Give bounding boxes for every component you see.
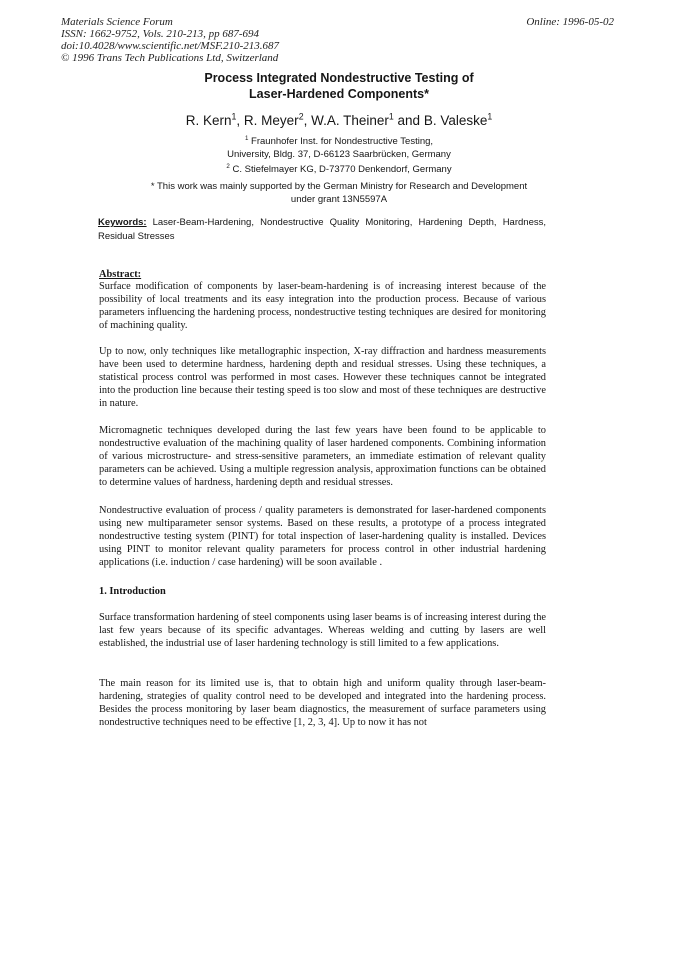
affiliation-2 [0, 163, 678, 176]
keywords-label: Keywords: [98, 217, 147, 228]
affiliation-marker: 2 [298, 111, 304, 122]
author-list [0, 113, 678, 128]
affiliation-1-line-2: University, Bldg. 37, D-66123 Saarbrücken, Germany [227, 149, 451, 160]
introduction-heading: 1. Introduction [99, 586, 166, 597]
affiliation-1 [0, 135, 678, 161]
paper-title [0, 70, 678, 102]
author-separator: , [236, 113, 244, 128]
online-date: Online: 1996-05-02 [526, 16, 614, 28]
title-line-2: Laser-Hardened Components* [249, 87, 429, 101]
author-separator: and [393, 113, 424, 128]
funding-note-line-2: under grant 13N5597A [290, 193, 388, 205]
issn-line: ISSN: 1662-9752, Vols. 210-213, pp 687-694 [61, 28, 259, 40]
author-name: R. Kern [185, 113, 232, 128]
funding-note [0, 181, 678, 206]
author-name: B. Valeske [423, 113, 488, 128]
abstract-paragraph-3: Micromagnetic techniques developed during the last few years have been found to be applicable to nondestructive evaluation of the machining quality of laser hardened components. Combining information of various microstructure- and stress-sensitive parameters, an immediate estimation of relevant quality parameters can be achieved. Using a multiple regression analysis, approximation functions can be obtained to determine values of hardness, hardening depth and residual stresses. [99, 425, 546, 488]
affiliation-1-line-1: Fraunhofer Inst. for Nondestructive Testing, [248, 136, 434, 147]
journal-name: Materials Science Forum [61, 16, 173, 28]
title-line-1: Process Integrated Nondestructive Testing of [204, 71, 474, 85]
affiliation-marker: 1 [388, 111, 394, 122]
introduction-paragraph-1: Surface transformation hardening of steel components using laser beams is of increasing interest during the last few years because of its specific advantages. Whereas welding and cutting by lasers are well established, the industrial use of laser hardening technology is still limited to a few applications. [99, 612, 546, 649]
affiliation-marker: 1 [487, 111, 493, 122]
introduction-paragraph-2: The main reason for its limited use is, that to obtain high and uniform quality through laser-beam-hardening, strategies of quality control need to be developed and integrated into the hardening process. Besides the process monitoring by laser beam diagnostics, the measurement of surface parameters using nondestructive techniques need to be effective [1, 2, 3, 4]. Up to now it has not [99, 678, 546, 728]
abstract-heading: Abstract: [99, 269, 142, 280]
abstract-paragraph-1: Surface modification of components by laser-beam-hardening is of increasing interest because of the possibility of local treatments and its easy integration into the production process. Because of various parameters influencing the hardening process, nondestructive testing techniques are desired for monitoring of machining quality. [99, 281, 546, 331]
author-separator: , [303, 113, 312, 128]
funding-note-line-1: * This work was mainly supported by the German Ministry for Research and Development [150, 181, 528, 192]
copyright-line: © 1996 Trans Tech Publications Ltd, Switzerland [61, 52, 279, 64]
abstract-paragraph-2: Up to now, only techniques like metallographic inspection, X-ray diffraction and hardness measurements have been used to determine hardness, hardening depth and residual stresses. Using these techniques, a statistical process control was performed in most cases. However these techniques cannot be integrated into the production line because their testing speed is too slow and most of these techniques are destructive in nature. [99, 346, 546, 409]
keywords-text: Laser-Beam-Hardening, Nondestructive Quality Monitoring, Hardening Depth, Hardness, Residual Stresses [98, 217, 546, 242]
author-name: W.A. Theiner [311, 113, 389, 128]
affiliation-2-line-1: C. Stiefelmayer KG, D-73770 Denkendorf, Germany [229, 164, 452, 175]
abstract-paragraph-4: Nondestructive evaluation of process / quality parameters is demonstrated for laser-hardened components using new multiparameter sensor systems. Based on these results, a prototype of a process integrated nondestructive testing system (PINT) for total inspection of laser-hardening quality is installed. Devices using PINT to monitor relevant quality parameters for process control in other industrial hardening applications (i.e. induction / case hardening) will be soon available . [99, 505, 546, 568]
affiliation-marker: 1 [231, 111, 237, 122]
journal-header [61, 16, 279, 64]
author-name: R. Meyer [243, 113, 299, 128]
affiliation-marker: 2 [226, 162, 230, 170]
affiliation-marker: 1 [244, 134, 249, 142]
keywords-block [98, 216, 546, 244]
doi-line: doi:10.4028/www.scientific.net/MSF.210-213.687 [61, 40, 280, 52]
